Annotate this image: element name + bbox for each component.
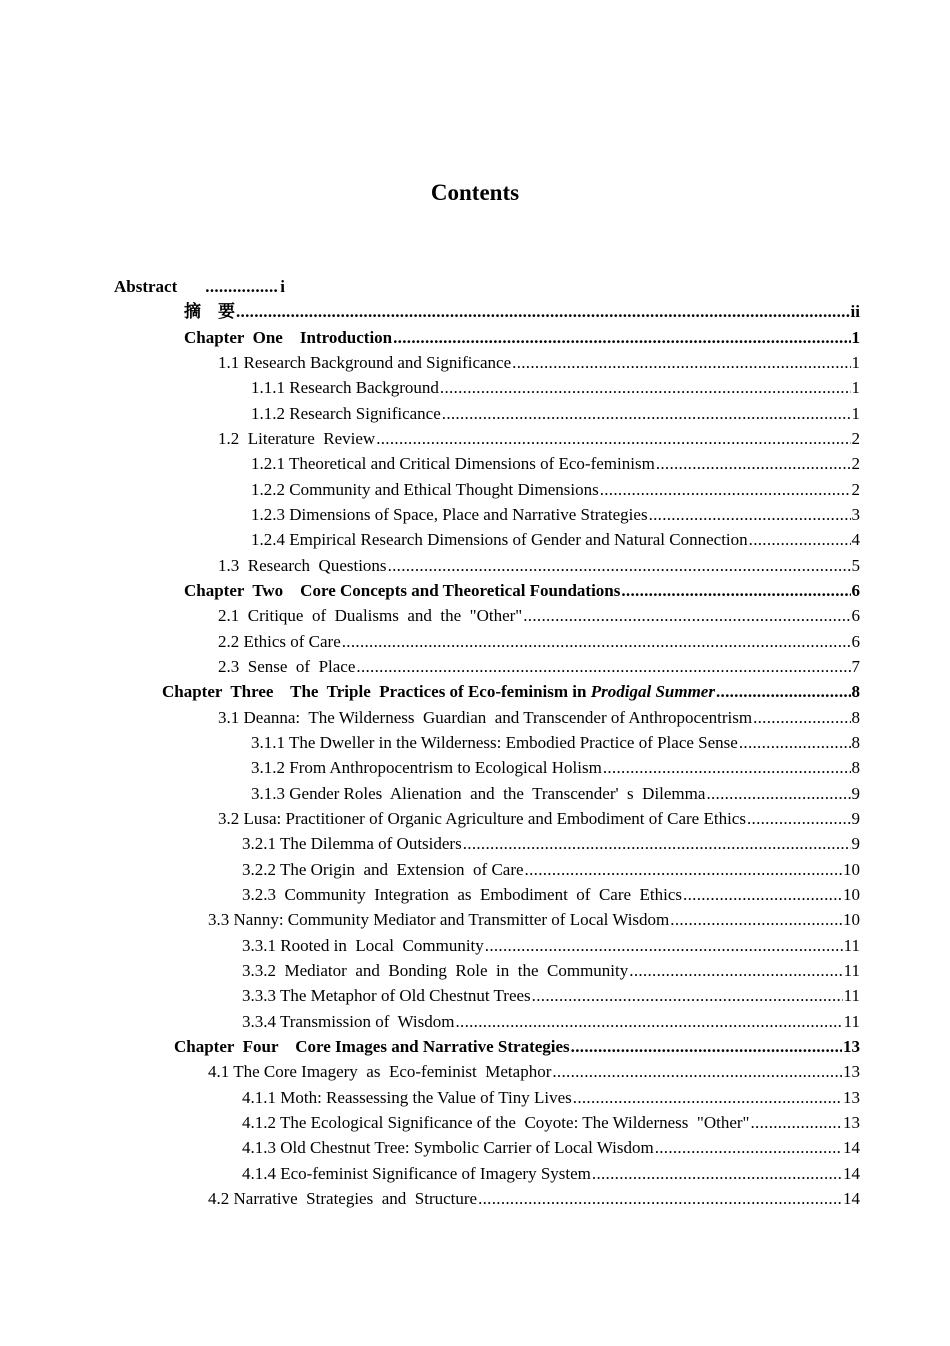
toc-entry-1-1[interactable] (218, 352, 860, 374)
toc-entry-label: 3.1.3 Gender Roles Alienation and the Transcender' s Dilemma (251, 784, 706, 803)
toc-entry-chapter-three[interactable] (162, 681, 860, 703)
toc-page-number: 2 (851, 429, 860, 448)
toc-entry-3-1-3[interactable] (251, 783, 860, 805)
toc-entry-2-1[interactable] (218, 605, 860, 627)
toc-page-number: 8 (851, 708, 860, 727)
toc-page-number: 11 (843, 961, 860, 980)
toc-page-number: ii (850, 302, 860, 321)
toc-entry-3-3-4[interactable] (242, 1011, 860, 1033)
toc-page-number: 14 (843, 1138, 860, 1157)
dot-leader (236, 301, 850, 323)
dot-leader (552, 1061, 842, 1083)
dot-leader (749, 529, 851, 551)
toc-entry-4-1-2[interactable] (242, 1112, 860, 1134)
dot-leader (670, 909, 842, 931)
toc-entry-1-2-4[interactable] (251, 529, 860, 551)
dot-leader (455, 1011, 842, 1033)
dot-leader (683, 884, 842, 906)
toc-entry-4-1[interactable] (208, 1061, 860, 1083)
toc-page-number: 5 (851, 556, 860, 575)
toc-entry-3-3-2[interactable] (242, 960, 860, 982)
dot-leader (532, 985, 843, 1007)
dot-leader (621, 580, 850, 602)
dot-leader (571, 1036, 842, 1058)
toc-entry-4-1-4[interactable] (242, 1163, 860, 1185)
toc-entry-label: Chapter Two Core Concepts and Theoretical Foundations (184, 581, 621, 600)
dot-leader (655, 1137, 842, 1159)
toc-page-number: 7 (851, 657, 860, 676)
toc-entry-abstract[interactable] (114, 276, 414, 298)
dot-leader (485, 935, 843, 957)
toc-entry-label: 4.2 Narrative Strategies and Structure (208, 1189, 478, 1208)
dot-leader (656, 453, 851, 475)
toc-entry-label: 3.1 Deanna: The Wilderness Guardian and Transcender of Anthropocentrism (218, 708, 753, 727)
dot-leader (342, 631, 851, 653)
toc-entry-1-1-2[interactable] (251, 403, 860, 425)
dot-leader (525, 859, 842, 881)
toc-entry-label: 2.1 Critique of Dualisms and the "Other" (218, 606, 523, 625)
toc-page-number: 11 (843, 936, 860, 955)
toc-entry-3-2-2[interactable] (242, 859, 860, 881)
toc-page-number: 1 (851, 353, 860, 372)
dot-leader (442, 403, 851, 425)
dot-leader (649, 504, 851, 526)
toc-entry-label: 4.1.3 Old Chestnut Tree: Symbolic Carrier of Local Wisdom (242, 1138, 654, 1157)
dot-leader (706, 783, 850, 805)
toc-entry-4-2[interactable] (208, 1188, 860, 1210)
toc-entry-1-2-1[interactable] (251, 453, 860, 475)
toc-entry-3-2[interactable] (218, 808, 860, 830)
toc-page-number: 6 (851, 606, 860, 625)
toc-page-number: 2 (851, 480, 860, 499)
toc-entry-label: 4.1.4 Eco-feminist Significance of Imagery System (242, 1164, 591, 1183)
toc-page-number: 11 (843, 1012, 860, 1031)
toc-entry-label: 3.1.1 The Dweller in the Wilderness: Embodied Practice of Place Sense (251, 733, 738, 752)
toc-entry-3-2-3[interactable] (242, 884, 860, 906)
toc-entry-label: 3.3.1 Rooted in Local Community (242, 936, 484, 955)
toc-entry-label: 1.2.3 Dimensions of Space, Place and Narrative Strategies (251, 505, 648, 524)
toc-entry-label: 3.3.2 Mediator and Bonding Role in the Community (242, 961, 629, 980)
toc-page-number: 10 (843, 910, 860, 929)
toc-page-number: 1 (851, 378, 860, 397)
toc-entry-2-3[interactable] (218, 656, 860, 678)
toc-entry-label: 3.3.4 Transmission of Wisdom (242, 1012, 455, 1031)
toc-entry-label: 3.2.1 The Dilemma of Outsiders (242, 834, 462, 853)
dot-leader (739, 732, 851, 754)
toc-entry-label: 1.1.1 Research Background (251, 378, 439, 397)
toc-entry-label: 1.1 Research Background and Significance (218, 353, 512, 372)
toc-page-number: 10 (843, 860, 860, 879)
toc-entry-label: 3.3.3 The Metaphor of Old Chestnut Trees (242, 986, 531, 1005)
dot-leader (600, 479, 851, 501)
toc-entry-label: 3.2 Lusa: Practitioner of Organic Agriculture and Embodiment of Care Ethics (218, 809, 746, 828)
dot-leader (751, 1112, 843, 1134)
toc-entry-label: Chapter Four Core Images and Narrative Strategies (174, 1037, 570, 1056)
toc-page-number: 4 (851, 530, 860, 549)
dot-leader (716, 681, 851, 703)
toc-entry-label: 4.1.1 Moth: Reassessing the Value of Tiny Lives (242, 1088, 572, 1107)
dot-leader (463, 833, 851, 855)
toc-entry-label: 4.1.2 The Ecological Significance of the Coyote: The Wilderness "Other" (242, 1113, 750, 1132)
toc-entry-label: 1.2 Literature Review (218, 429, 376, 448)
toc-page-number: 8 (851, 733, 860, 752)
toc-page-number: 11 (843, 986, 860, 1005)
toc-entry-1-2-2[interactable] (251, 479, 860, 501)
toc-entry-3-3-3[interactable] (242, 985, 860, 1007)
toc-page-number: 6 (851, 581, 860, 600)
toc-entry-label (162, 681, 715, 703)
toc-page-number: 8 (851, 682, 860, 701)
dot-leader (356, 656, 850, 678)
toc-entry-label-text: Chapter Three The Triple Practices of Eco-feminism in (162, 682, 591, 701)
toc-entry-1-2-3[interactable] (251, 504, 860, 526)
toc-entry-label: 3.2.2 The Origin and Extension of Care (242, 860, 524, 879)
toc-page-number: 3 (851, 505, 860, 524)
dot-leader (603, 757, 851, 779)
toc-entry-label: 1.2.4 Empirical Research Dimensions of Gender and Natural Connection (251, 530, 748, 549)
toc-entry-label: 3.1.2 From Anthropocentrism to Ecological Holism (251, 758, 602, 777)
toc-page-number: 13 (843, 1113, 860, 1132)
toc-entry-label: 1.2.2 Community and Ethical Thought Dimensions (251, 480, 599, 499)
dot-leader (478, 1188, 842, 1210)
dot-leader (512, 352, 850, 374)
toc-page-number: 2 (851, 454, 860, 473)
toc-entry-2-2[interactable] (218, 631, 860, 653)
toc-page-number: 8 (851, 758, 860, 777)
toc-page-number: 9 (851, 809, 860, 828)
toc-page-number: 13 (843, 1062, 860, 1081)
toc-page-number: 1 (851, 404, 860, 423)
toc-page-number: 9 (851, 784, 860, 803)
toc-entry-chinese-abstract[interactable] (184, 301, 860, 323)
toc-entry-4-1-1[interactable] (242, 1087, 860, 1109)
toc-page-number: 9 (851, 834, 860, 853)
dot-leader (205, 276, 279, 298)
toc-page-number: 1 (851, 328, 860, 347)
toc-entry-label: 1.3 Research Questions (218, 556, 387, 575)
toc-entry-1-3[interactable] (218, 555, 860, 577)
toc-entry-chapter-two[interactable] (184, 580, 860, 602)
toc-entry-label: Abstract (114, 277, 178, 296)
toc-entry-label: 2.3 Sense of Place (218, 657, 356, 676)
dot-leader (573, 1087, 842, 1109)
toc-page-number: i (280, 277, 285, 296)
toc-entry-label: 1.1.2 Research Significance (251, 404, 441, 423)
dot-leader (440, 377, 851, 399)
toc-page-number: 13 (843, 1088, 860, 1107)
toc-entry-label: 3.3 Nanny: Community Mediator and Transmitter of Local Wisdom (208, 910, 670, 929)
toc-entry-3-1-1[interactable] (251, 732, 860, 754)
toc-page-number: 13 (843, 1037, 860, 1056)
toc-page-number: 6 (851, 632, 860, 651)
toc-entry-3-1[interactable] (218, 707, 860, 729)
toc-entry-3-1-2[interactable] (251, 757, 860, 779)
toc-entry-3-3[interactable] (208, 909, 860, 931)
toc-entry-label: 3.2.3 Community Integration as Embodiment of Care Ethics (242, 885, 683, 904)
toc-entry-1-1-1[interactable] (251, 377, 860, 399)
toc-entry-label: 2.2 Ethics of Care (218, 632, 341, 651)
toc-entry-3-2-1[interactable] (242, 833, 860, 855)
toc-entry-chapter-four[interactable] (174, 1036, 860, 1058)
dot-leader (388, 555, 851, 577)
toc-page-number: 14 (843, 1189, 860, 1208)
toc-page-number: 14 (843, 1164, 860, 1183)
page-title: Contents (430, 180, 520, 205)
toc-entry-label: Chapter One Introduction (184, 328, 393, 347)
toc-entry-3-3-1[interactable] (242, 935, 860, 957)
toc-entry-label: 1.2.1 Theoretical and Critical Dimensions of Eco-feminism (251, 454, 655, 473)
dot-leader (629, 960, 842, 982)
dot-leader (592, 1163, 842, 1185)
toc-entry-label: 摘 要 (184, 302, 235, 321)
dot-leader (523, 605, 850, 627)
toc-page-number: 10 (843, 885, 860, 904)
toc-entry-label: 4.1 The Core Imagery as Eco-feminist Metaphor (208, 1062, 552, 1081)
toc-entry-1-2[interactable] (218, 428, 860, 450)
dot-leader (747, 808, 851, 830)
toc-entry-chapter-one[interactable] (184, 327, 860, 349)
dot-leader (393, 327, 850, 349)
dot-leader (753, 707, 850, 729)
toc-entry-4-1-3[interactable] (242, 1137, 860, 1159)
dot-leader (376, 428, 850, 450)
book-title: Prodigal Summer (590, 682, 715, 701)
